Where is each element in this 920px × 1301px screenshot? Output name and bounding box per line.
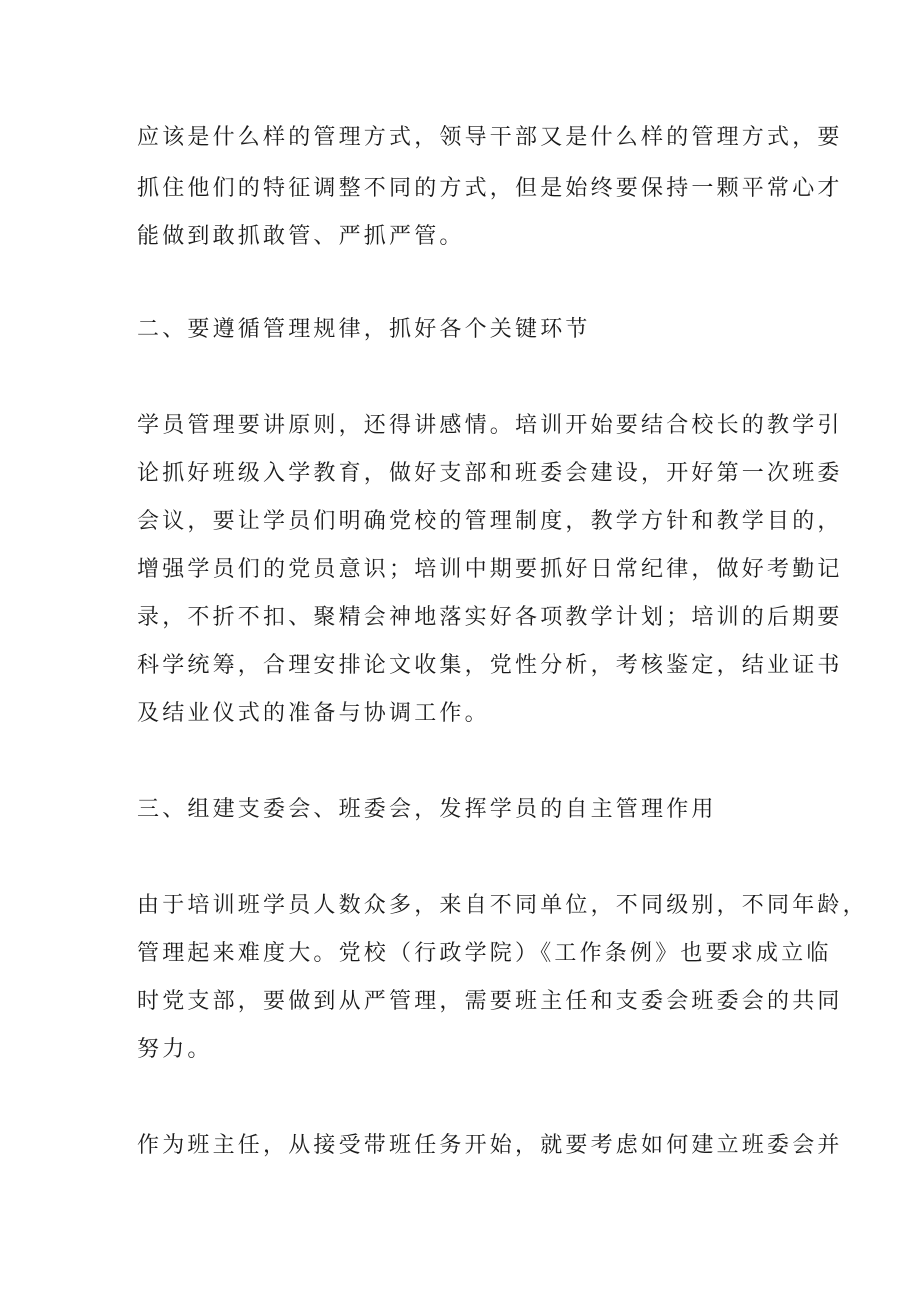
para-2-line-2: 论抓好班级入学教育，做好支部和班委会建设，开好第一次班委 [137, 461, 843, 486]
para-4-line-1: 作为班主任，从接受带班任务开始，就要考虑如何建立班委会并 [137, 1133, 843, 1158]
section-heading-3: 三、组建支委会、班委会，发挥学员的自主管理作用 [137, 797, 717, 822]
para-3-line-2: 管理起来难度大。党校（行政学院）《工作条例》也要求成立临 [137, 941, 832, 966]
para-2-line-4: 增强学员们的党员意识；培训中期要抓好日常纪律，做好考勤记 [137, 557, 843, 582]
para-3-line-3: 时党支部，要做到从严管理，需要班主任和支委会班委会的共同 [137, 989, 843, 1014]
section-heading-2: 二、要遵循管理规律，抓好各个关键环节 [137, 317, 591, 342]
para-2-line-1: 学员管理要讲原则，还得讲感情。培训开始要结合校长的教学引 [137, 413, 843, 438]
para-2-line-5: 录，不折不扣、聚精会神地落实好各项教学计划；培训的后期要 [137, 605, 843, 630]
para-1-line-3: 能做到敢抓敢管、严抓严管。 [137, 224, 465, 249]
para-1-line-2: 抓住他们的特征调整不同的方式，但是始终要保持一颗平常心才 [137, 176, 843, 201]
para-2-line-6: 科学统筹，合理安排论文收集，党性分析，考核鉴定，结业证书 [137, 653, 843, 678]
para-2-line-3: 会议，要让学员们明确党校的管理制度，教学方针和教学目的， [137, 509, 843, 534]
para-1-line-1: 应该是什么样的管理方式，领导干部又是什么样的管理方式，要 [137, 125, 843, 150]
para-3-line-4: 努力。 [137, 1037, 213, 1062]
para-3-line-1: 由于培训班学员人数众多，来自不同单位，不同级别，不同年龄， [137, 893, 868, 918]
para-2-line-7: 及结业仪式的准备与协调工作。 [137, 701, 490, 726]
